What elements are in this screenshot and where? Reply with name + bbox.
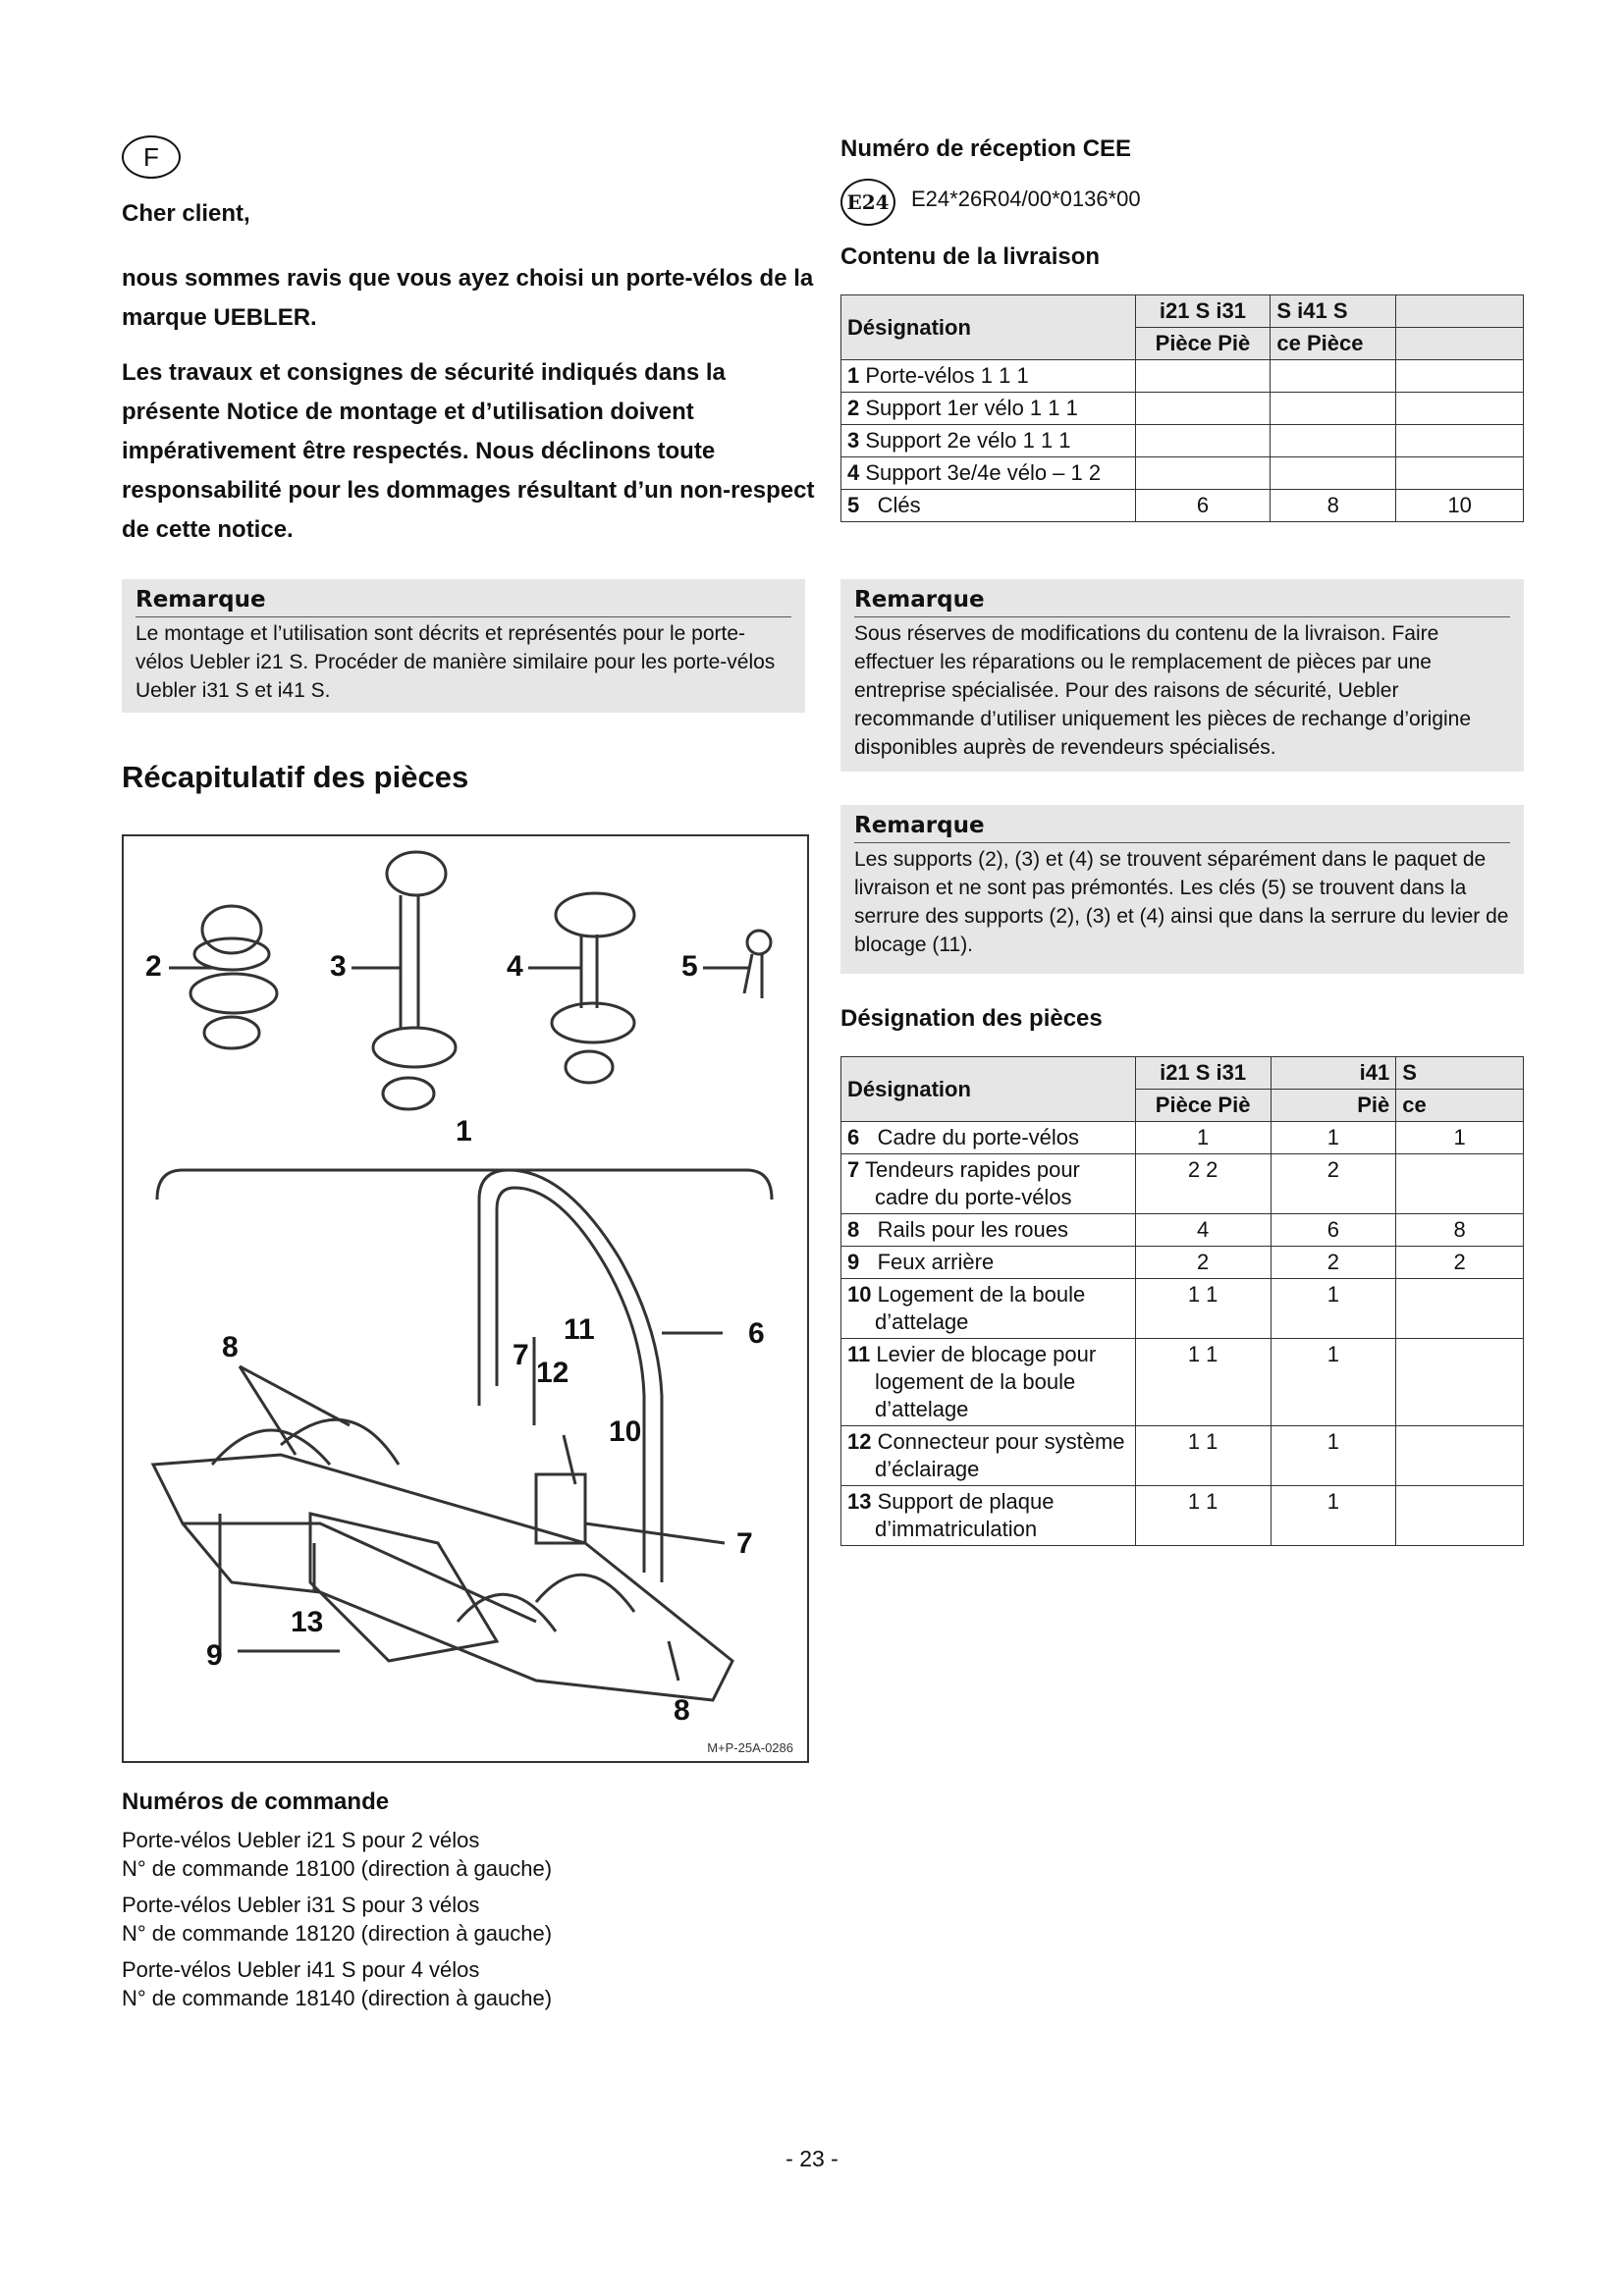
order-number: N° de commande 18100 (direction à gauche) [122,1856,553,1881]
table-row: 9 Feux arrière 2 2 2 [841,1247,1524,1279]
language-badge: F [122,135,181,179]
piece-header: Pièce Piè [1135,1090,1271,1122]
table-header-row [841,295,1524,328]
callout-12: 12 [536,1357,569,1389]
parts-figure [122,834,809,1763]
row-label: 5 Clés [841,490,1136,522]
figure-code: M+P-25A-0286 [707,1740,793,1755]
table-row [841,393,1524,425]
table-row [841,425,1524,457]
order-item [122,1955,809,2012]
designation-header: Désignation [841,1057,1136,1122]
model-header: i41 [1271,1057,1396,1090]
note-2 [840,579,1524,772]
table-header-row [841,1057,1524,1090]
bike-carrier-illustration [124,836,807,1761]
parts-title: Désignation des pièces [840,1005,1103,1032]
model-header: i21 S i31 [1135,1057,1271,1090]
note-1-title: Remarque [135,587,791,617]
callout-8-top: 8 [222,1331,239,1363]
row-label: 6 Cadre du porte-vélos [841,1122,1136,1154]
table-row [841,457,1524,490]
row-label: 9 Feux arrière [841,1247,1136,1279]
table-row: 10 Logement de la boule d’attelage 1 1 1 [841,1279,1524,1339]
order-item [122,1826,809,1883]
piece-header: ce [1396,1090,1524,1122]
table-row: 6 Cadre du porte-vélos 1 1 1 [841,1122,1524,1154]
table-row: 13 Support de plaque d’immatriculation 1 1 1 [841,1486,1524,1546]
summary-title: Récapitulatif des pièces [122,760,469,794]
ece-badge: E24 [840,179,895,226]
row-label: 4 Support 3e/4e vélo – 1 2 [841,457,1136,490]
callout-9: 9 [206,1639,223,1672]
row-label: 10 Logement de la boule d’attelage [841,1279,1136,1339]
piece-header: Pièce Piè [1135,328,1271,360]
callout-7-right: 7 [736,1527,753,1560]
piece-header: ce Pièce [1271,328,1396,360]
row-label: 2 Support 1er vélo 1 1 1 [841,393,1136,425]
model-header: i21 S i31 [1135,295,1271,328]
designation-header: Désignation [841,295,1136,360]
ece-title: Numéro de réception CEE [840,135,1132,162]
callout-3: 3 [330,950,347,983]
order-model: Porte-vélos Uebler i31 S pour 3 vélos [122,1893,480,1917]
delivery-title: Contenu de la livraison [840,243,1101,270]
model-header [1396,295,1524,328]
callout-6: 6 [748,1317,765,1350]
order-item [122,1891,809,1948]
callout-10: 10 [609,1415,642,1448]
table-row: 8 Rails pour les roues 4 6 8 [841,1214,1524,1247]
note-3-text: Les supports (2), (3) et (4) se trouvent séparément dans le paquet de livraison et ne sont pas prémontés. Les clés (5) se trouvent dans la serrure des supports (2), (3) et (4) ainsi que dans la serrure du levier de blocage (11). [854,848,1509,956]
note-3 [840,805,1524,974]
order-numbers [122,1789,809,2020]
order-number: N° de commande 18120 (direction à gauche) [122,1921,553,1946]
row-label: 3 Support 2e vélo 1 1 1 [841,425,1136,457]
row-label: 7 Tendeurs rapides pour cadre du porte-vélos [841,1154,1136,1214]
parts-table [840,1056,1524,1546]
row-label: 13 Support de plaque d’immatriculation [841,1486,1136,1546]
table-row [841,360,1524,393]
row-label: 1 Porte-vélos 1 1 1 [841,360,1136,393]
order-numbers-title: Numéros de commande [122,1789,390,1815]
table-row: 12 Connecteur pour système d’éclairage 1 1 1 [841,1426,1524,1486]
callout-5: 5 [681,950,698,983]
callout-2: 2 [145,950,162,983]
table-row: 5 Clés 6 8 10 [841,490,1524,522]
callout-4: 4 [507,950,523,983]
piece-header: Piè [1271,1090,1396,1122]
note-2-title: Remarque [854,587,1510,617]
order-number: N° de commande 18140 (direction à gauche) [122,1986,553,2010]
note-1-text: Le montage et l’utilisation sont décrits et représentés pour le porte-vélos Uebler i21 S. Procéder de manière similaire pour les porte-vélos Uebler i31 S et i41 S. [135,622,776,702]
note-3-title: Remarque [854,813,1510,843]
order-model: Porte-vélos Uebler i41 S pour 4 vélos [122,1957,480,1982]
row-label: 8 Rails pour les roues [841,1214,1136,1247]
model-header: S i41 S [1271,295,1396,328]
callout-7-top: 7 [513,1339,529,1371]
callout-11: 11 [564,1313,595,1346]
page-number: - 23 - [785,2146,839,2171]
piece-header [1396,328,1524,360]
callout-1: 1 [456,1115,472,1148]
note-1 [122,579,805,713]
order-model: Porte-vélos Uebler i21 S pour 2 vélos [122,1828,480,1852]
safety-text: Les travaux et consignes de sécurité indiqués dans la présente Notice de montage et d’utilisation doivent impérativement être respectés. Nous déclinons toute responsabilité pour les dommages résultant d’un non-respect de cette notice. [122,359,815,543]
greeting: Cher client, [122,200,250,227]
callout-13: 13 [291,1606,324,1638]
model-header: S [1396,1057,1524,1090]
callout-8-bottom: 8 [674,1694,690,1727]
table-row: 11 Levier de blocage pour logement de la boule d’attelage 1 1 1 [841,1339,1524,1426]
intro-text: nous sommes ravis que vous ayez choisi un porte-vélos de la marque UEBLER. [122,265,814,331]
ece-number: E24*26R04/00*0136*00 [911,187,1141,211]
delivery-table [840,294,1524,522]
row-label: 12 Connecteur pour système d’éclairage [841,1426,1136,1486]
table-row: 7 Tendeurs rapides pour cadre du porte-vélos 2 2 2 [841,1154,1524,1214]
row-label: 11 Levier de blocage pour logement de la boule d’attelage [841,1339,1136,1426]
note-2-text: Sous réserves de modifications du contenu de la livraison. Faire effectuer les réparations ou le remplacement de pièces par une entreprise spécialisée. Pour des raisons de sécurité, Uebler recommande d’utiliser uniquement les pièces de rechange d’origine disponibles auprès de revendeurs spécialisés. [854,622,1472,759]
